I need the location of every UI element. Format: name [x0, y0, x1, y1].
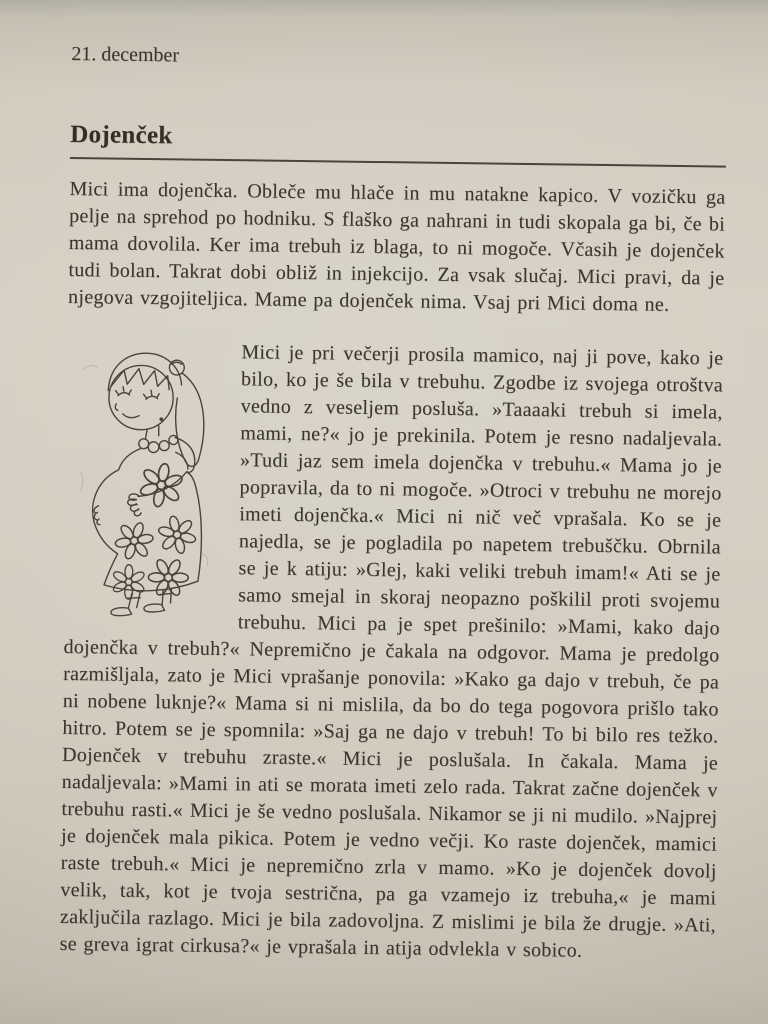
- story-paragraph: Mici je pri večerji prosila mamico, naj ji pove, kako je bilo, ko je še bila v trebuhu. Zgodbe iz svojega otroštva vedno z veseljem posluša. »Taaaaki trebuh si imela, mami, ne?« jo je prekinila. Potem je resno nadaljevala. »Tudi jaz sem imela dojenčka v trebuhu.« Mama jo je popravila, da to ni mogoče. »Otroci v trebuhu ne morejo imeti dojenčka.« Mici ni nič več vprašala. Ko se je najedla, se je pogladila po napetem trebuščku. Obrnila se je k atiju: »Glej, kaki veliki trebuh imam!« Ati se je samo smejal in skoraj neopazno poškilil proti svojemu trebuhu. Mici pa je spet prešinilo: »Mami, kako dajo dojenčka v trebuh?« Nepremično je čakala na odgovor. Mama je predolgo razmišljala, zato je Mici vprašanje ponovila: »Kako ga dajo v trebuh, če pa ni nobene luknje?« Mama si ni mislila, da bo do tega pogovora prišlo tako hitro. Potem se je spomnila: »Saj ga ne dajo v trebuh! To bi bilo res težko. Dojenček v trebuhu zraste.« Mici je poslušala. In čakala. Mama je nadaljevala: »Mami in ati se morata imeti zelo rada. Takrat začne dojenček v trebuhu rasti.« Mici je še vedno poslušala. Nikamor se ji ni mudilo. »Najprej je dojenček mala pikica. Potem je vedno večji. Ko raste dojenček, mamici raste trebuh.« Mici je nepremično zrla v mamo. »Ko je dojenček dovolj velik, tak, kot je tvoja sestrična, pa ga vzamejo iz trebuha,« je mami zaključila razlago. Mici je bila zadovoljna. Z mislimi je bila že drugje. »Ati, se greva igrat cirkusa?« je vprašala in atija odvlekla v sobico.: [59, 341, 724, 962]
- page-date: 21. december: [71, 42, 180, 67]
- intro-paragraph: Mici ima dojenčka. Obleče mu hlače in mu natakne kapico. V vozičku ga pelje na sprehod po hodniku. S flaško ga nahrani in tudi skopala ga bi, če bi mama dovolila. Ker ima trebuh iz blaga, to ni mogoče. Včasih je dojenček tudi bolan. Takrat dobi obliž in injekcijo. Za vsak slučaj. Mici pravi, da je njegova vzgojiteljica. Mame pa dojenček nima. Vsaj pri Mici doma ne.: [67, 177, 726, 316]
- page-content: [59, 0, 727, 967]
- pregnant-woman-illustration: [64, 339, 228, 621]
- page-title: Dojenček: [70, 120, 726, 168]
- story-section: [59, 337, 723, 967]
- pregnant-woman-drawing-icon: [64, 339, 228, 621]
